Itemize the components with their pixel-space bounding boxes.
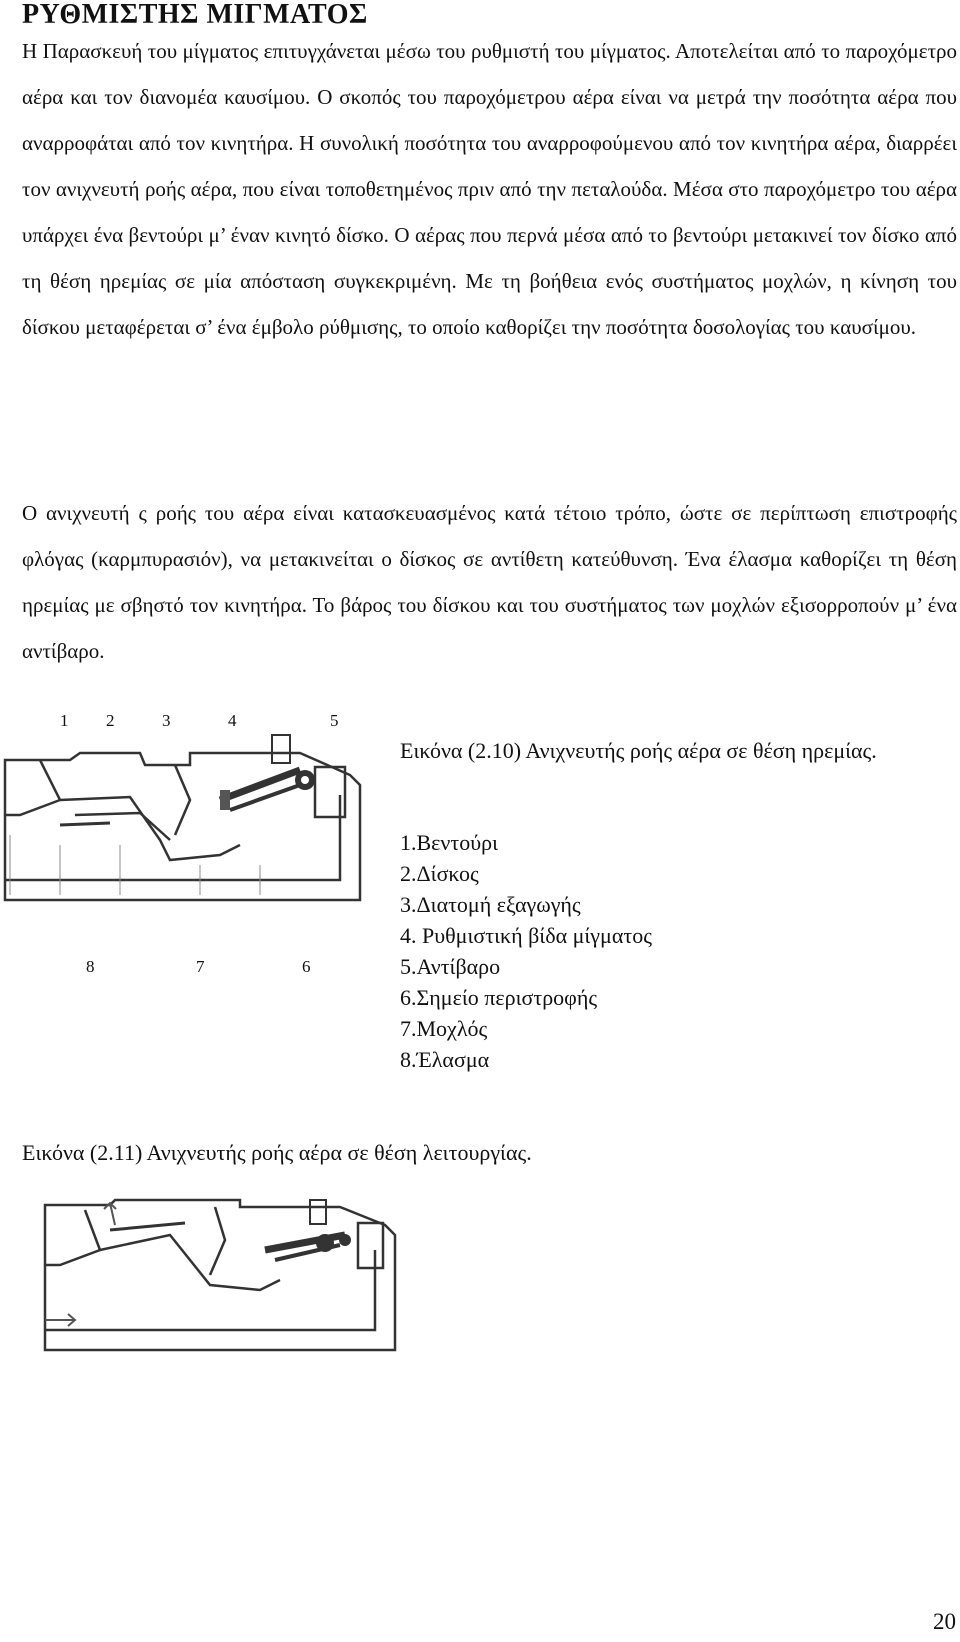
page-title: ΡΥΘΜΙΣΤΗΣ ΜΙΓΜΑΤΟΣ bbox=[22, 0, 368, 30]
figure1-number-2: 2 bbox=[106, 711, 115, 730]
figure2-caption: Εικόνα (2.11) Ανιχνευτής ροής αέρα σε θέση λειτουργίας. bbox=[22, 1140, 532, 1165]
legend-item: 4. Ρυθμιστική βίδα μίγματος bbox=[400, 923, 652, 948]
legend-item: 2.Δίσκος bbox=[400, 861, 479, 886]
legend-item: 3.Διατομή εξαγωγής bbox=[400, 892, 581, 917]
figure1-caption: Εικόνα (2.10) Ανιχνευτής ροής αέρα σε θέση ηρεμίας. bbox=[400, 738, 877, 763]
legend-item: 6.Σημείο περιστροφής bbox=[400, 985, 598, 1010]
legend-item: 1.Βεντούρι bbox=[400, 830, 498, 855]
legend-item: 5.Αντίβαρο bbox=[400, 954, 501, 979]
legend-item: 8.Έλασμα bbox=[400, 1047, 490, 1072]
air-flow-sensor-operation-figure bbox=[40, 1195, 420, 1360]
paragraph-2: Ο ανιχνευτή ς ροής του αέρα είναι κατασκευασμένος κατά τέτοιο τρόπο, ώστε σε περίπτωση επιστροφής φλόγας (καρμπυρασιόν), να μετακινείται ο δίσκος σε αντίθετη κατεύθυνση. Ένα έλασμα καθορίζει τη θέση ηρεμίας με σβηστό τον κινητήρα. Το βάρος του δίσκου και του συστήματος των μοχλών εξισορροπούν μ’ ένα αντίβαρο. bbox=[22, 501, 957, 663]
figure1-number-6: 6 bbox=[302, 957, 311, 976]
figure1-number-5: 5 bbox=[330, 711, 339, 730]
figure1-legend bbox=[400, 827, 652, 1075]
legend-item: 7.Μοχλός bbox=[400, 1016, 488, 1041]
page-number: 20 bbox=[933, 1609, 956, 1634]
figure1-number-4: 4 bbox=[228, 711, 237, 730]
air-flow-sensor-rest-figure bbox=[0, 705, 380, 965]
figure1-number-7: 7 bbox=[196, 957, 205, 976]
figure1-number-8: 8 bbox=[86, 957, 95, 976]
figure1-number-1: 1 bbox=[60, 711, 69, 730]
figure1-number-3: 3 bbox=[162, 711, 171, 730]
paragraph-1: Η Παρασκευή του μίγματος επιτυγχάνεται μέσω του ρυθμιστή του μίγματος. Αποτελείται από το παροχόμετρο αέρα και τον διανομέα καυσίμου. Ο σκοπός του παροχόμετρου αέρα είναι να μετρά την ποσότητα αέρα που αναρροφάται από τον κινητήρα. Η συνολική ποσότητα του αναρροφούμενου από τον κινητήρα αέρα, διαρρέει τον ανιχνευτή ροής αέρα, που είναι τοποθετημένος πριν από την πεταλούδα. Μέσα στο παροχόμετρο του αέρα υπάρχει ένα βεντούρι μ’ έναν κινητό δίσκο. Ο αέρας που περνά μέσα από το βεντούρι μετακινεί τον δίσκο από τη θέση ηρεμίας σε μία απόσταση συγκεκριμένη. Με τη βοήθεια ενός συστήματος μοχλών, η κίνηση του δίσκου μεταφέρεται σ’ ένα έμβολο ρύθμισης, το οποίο καθορίζει την ποσότητα δοσολογίας του καυσίμου. bbox=[22, 39, 957, 339]
